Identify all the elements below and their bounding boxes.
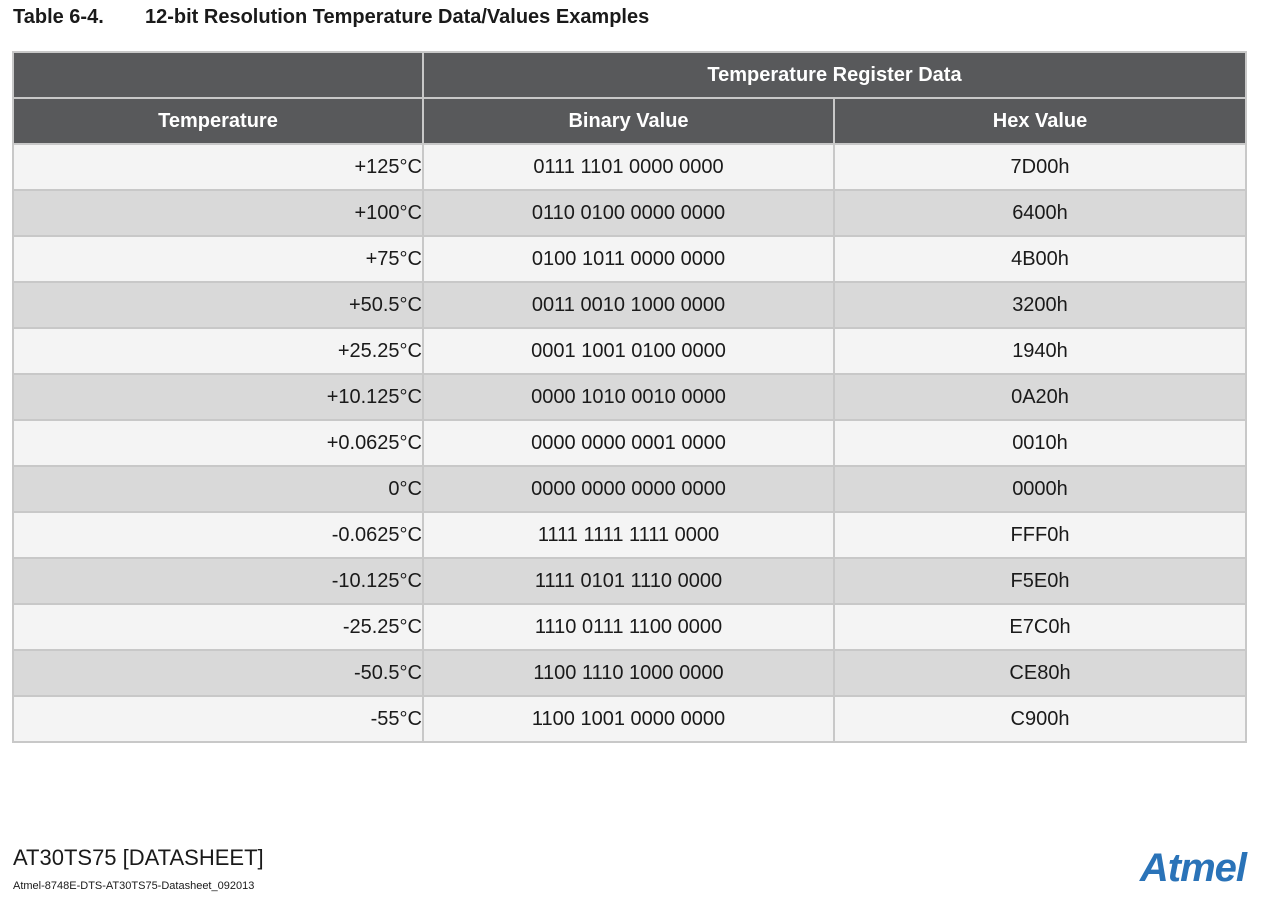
- temperature-cell: -0.0625°C: [13, 512, 423, 558]
- hex-value-cell: F5E0h: [834, 558, 1246, 604]
- binary-value-cell: 1111 0101 1110 0000: [423, 558, 834, 604]
- binary-value-cell: 0011 0010 1000 0000: [423, 282, 834, 328]
- temperature-cell: -50.5°C: [13, 650, 423, 696]
- binary-value-cell: 1110 0111 1100 0000: [423, 604, 834, 650]
- binary-value-cell: 1100 1110 1000 0000: [423, 650, 834, 696]
- table-row: [13, 420, 1246, 466]
- column-header-hex-value: Hex Value: [834, 98, 1246, 144]
- table-row: [13, 190, 1246, 236]
- table-row: [13, 374, 1246, 420]
- temperature-cell: +25.25°C: [13, 328, 423, 374]
- table-row: [13, 144, 1246, 190]
- table-row: [13, 282, 1246, 328]
- binary-value-cell: 1111 1111 1111 0000: [423, 512, 834, 558]
- hex-value-cell: 0000h: [834, 466, 1246, 512]
- table-caption-number: Table 6-4.: [13, 6, 104, 28]
- binary-value-cell: 0001 1001 0100 0000: [423, 328, 834, 374]
- table-row: [13, 236, 1246, 282]
- binary-value-cell: 0000 0000 0000 0000: [423, 466, 834, 512]
- binary-value-cell: 0110 0100 0000 0000: [423, 190, 834, 236]
- table-caption-title: 12-bit Resolution Temperature Data/Values Examples: [145, 6, 650, 28]
- temperature-cell: -10.125°C: [13, 558, 423, 604]
- temperature-cell: +10.125°C: [13, 374, 423, 420]
- hex-value-cell: 6400h: [834, 190, 1246, 236]
- hex-value-cell: FFF0h: [834, 512, 1246, 558]
- table-row: [13, 512, 1246, 558]
- table-caption: [13, 6, 649, 29]
- atmel-logo: Atmel: [1139, 846, 1246, 890]
- binary-value-cell: 0000 0000 0001 0000: [423, 420, 834, 466]
- table-column-header-row: [13, 98, 1246, 144]
- hex-value-cell: 4B00h: [834, 236, 1246, 282]
- temperature-cell: -55°C: [13, 696, 423, 742]
- group-header-register-data: Temperature Register Data: [423, 52, 1246, 98]
- table-row: [13, 328, 1246, 374]
- group-header-blank-cell: [13, 52, 423, 98]
- temperature-data-table: [12, 51, 1247, 743]
- table-row: [13, 696, 1246, 742]
- temperature-cell: +50.5°C: [13, 282, 423, 328]
- footer-document-id: Atmel-8748E-DTS-AT30TS75-Datasheet_092013: [13, 880, 255, 892]
- hex-value-cell: C900h: [834, 696, 1246, 742]
- table-row: [13, 558, 1246, 604]
- temperature-cell: -25.25°C: [13, 604, 423, 650]
- hex-value-cell: E7C0h: [834, 604, 1246, 650]
- table-group-header-row: [13, 52, 1246, 98]
- temperature-cell: +125°C: [13, 144, 423, 190]
- temperature-cell: +75°C: [13, 236, 423, 282]
- binary-value-cell: 1100 1001 0000 0000: [423, 696, 834, 742]
- hex-value-cell: CE80h: [834, 650, 1246, 696]
- table-body: [13, 144, 1246, 742]
- hex-value-cell: 3200h: [834, 282, 1246, 328]
- column-header-binary-value: Binary Value: [423, 98, 834, 144]
- hex-value-cell: 1940h: [834, 328, 1246, 374]
- footer-document-title: AT30TS75 [DATASHEET]: [13, 845, 264, 870]
- binary-value-cell: 0111 1101 0000 0000: [423, 144, 834, 190]
- temperature-cell: 0°C: [13, 466, 423, 512]
- table-row: [13, 604, 1246, 650]
- column-header-temperature: Temperature: [13, 98, 423, 144]
- binary-value-cell: 0000 1010 0010 0000: [423, 374, 834, 420]
- temperature-cell: +0.0625°C: [13, 420, 423, 466]
- hex-value-cell: 7D00h: [834, 144, 1246, 190]
- binary-value-cell: 0100 1011 0000 0000: [423, 236, 834, 282]
- hex-value-cell: 0010h: [834, 420, 1246, 466]
- temperature-cell: +100°C: [13, 190, 423, 236]
- table-row: [13, 650, 1246, 696]
- hex-value-cell: 0A20h: [834, 374, 1246, 420]
- table-row: [13, 466, 1246, 512]
